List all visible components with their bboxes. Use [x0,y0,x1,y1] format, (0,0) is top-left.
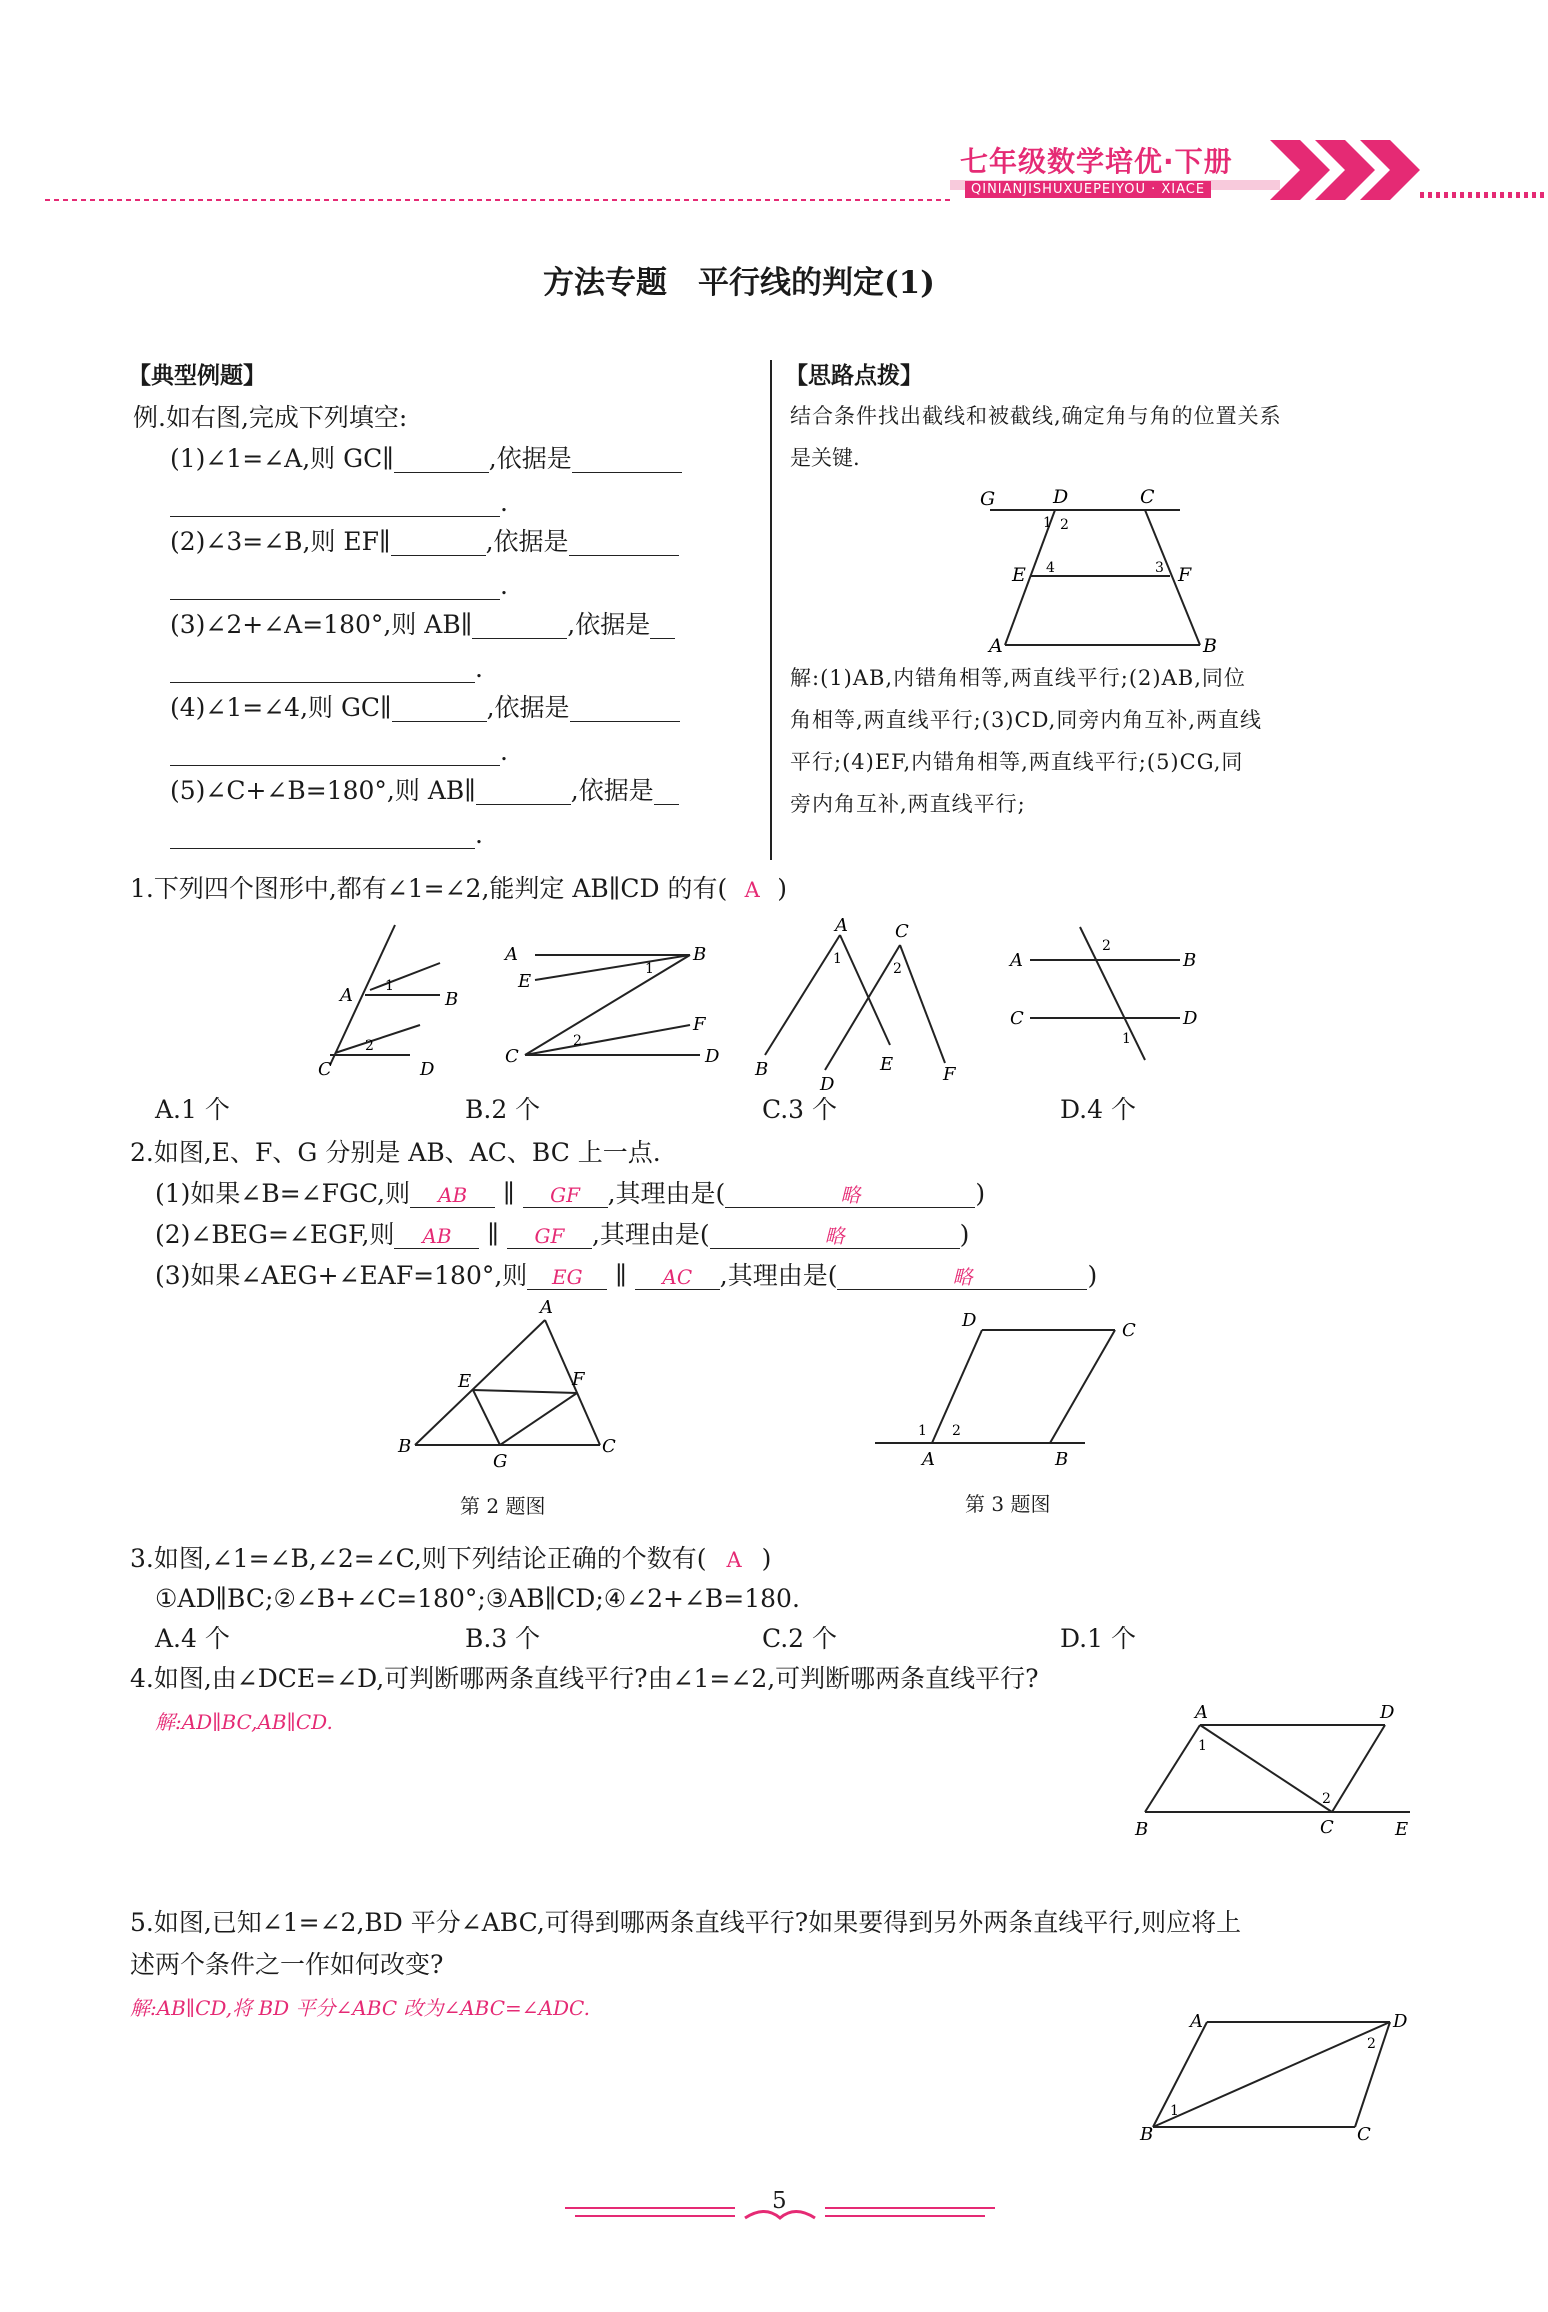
book-title: 七年级数学培优·下册 [960,145,1233,178]
trapezoid-figure [975,480,1235,660]
hint-label: 【思路点拨】 [785,362,923,389]
q2-row2-answer-b[interactable]: GF [507,1224,592,1249]
q2-triangle-figure [390,1295,640,1475]
q5-figure [1125,2000,1425,2150]
svg-text:D: D [705,1046,720,1067]
label-G: G [980,488,996,510]
q2-row2-answer-a[interactable]: AB [394,1224,479,1249]
answer-blank[interactable] [170,575,500,600]
svg-text:C: C [505,1046,519,1067]
svg-text:D: D [1393,2011,1408,2032]
example-item-4-cont: . [170,737,508,767]
q4-answer: 解:AD∥BC,AB∥CD. [155,1710,333,1734]
q1-option-d[interactable]: D.4 个 [1060,1095,1136,1124]
svg-text:B: B [755,1059,769,1080]
svg-text:2: 2 [573,1033,582,1049]
svg-text:C: C [1320,1817,1334,1838]
q2-row3-reason[interactable]: 略 [837,1265,1087,1290]
column-divider [770,360,772,860]
hint-solution-3: 平行;(4)EF,内错角相等,两直线平行;(5)CG,同 [790,750,1244,774]
answer-blank[interactable] [472,614,567,639]
example-item-2-cont: . [170,571,508,601]
page-number: 5 [772,2188,787,2214]
svg-text:A: A [1195,1702,1208,1723]
label-E: E [1012,564,1026,586]
svg-text:G: G [493,1451,508,1472]
book-subtitle: QINIANJISHUXUEPEIYOU · XIACE [965,181,1211,198]
answer-blank[interactable] [569,531,679,556]
q3-option-a[interactable]: A.4 个 [155,1624,230,1653]
answer-blank[interactable] [394,448,489,473]
svg-text:D: D [1183,1008,1198,1029]
svg-text:2: 2 [952,1423,961,1439]
svg-text:B: B [1140,2124,1154,2145]
q1-stem: 1.下列四个图形中,都有∠1=∠2,能判定 AB∥CD 的有( A ) [130,874,787,903]
answer-blank[interactable] [476,780,571,805]
q1-answer: A [744,878,760,902]
label-C: C [1140,486,1155,508]
q2-figure-caption: 第 2 题图 [460,1494,546,1518]
example-item-3-cont: . [170,654,483,684]
svg-text:2: 2 [1102,938,1111,954]
svg-text:C: C [602,1436,616,1457]
q3-answer: A [726,1548,742,1572]
q2-row3-answer-b[interactable]: AC [635,1265,720,1290]
svg-text:C: C [895,921,909,942]
q2-row1-answer-b[interactable]: GF [523,1183,608,1208]
example-item-1: (1)∠1=∠A,则 GC∥ ,依据是 [170,444,682,474]
svg-text:A: A [340,985,353,1006]
q3-option-c[interactable]: C.2 个 [762,1624,838,1653]
q5-answer: 解:AB∥CD,将 BD 平分∠ABC 改为∠ABC=∠ADC. [130,1996,590,2020]
q1-option-c[interactable]: C.3 个 [762,1095,838,1124]
answer-blank[interactable] [170,824,475,849]
answer-blank[interactable] [654,780,679,805]
svg-text:A: A [922,1449,935,1470]
svg-text:A: A [540,1297,553,1318]
svg-text:E: E [458,1371,472,1392]
q2-row3-answer-a[interactable]: EG [527,1265,607,1290]
svg-text:1: 1 [1122,1031,1131,1047]
svg-text:1: 1 [1170,2103,1179,2119]
svg-text:A: A [835,915,848,936]
q2-row-3: (3)如果∠AEG+∠EAF=180°,则 EG ∥ AC ,其理由是( 略 ) [155,1261,1098,1290]
q3-stem: 3.如图,∠1=∠B,∠2=∠C,则下列结论正确的个数有( A ) [130,1544,772,1573]
q1-figure-b [503,944,720,1067]
angle-1: 1 [1043,515,1052,531]
svg-text:C: C [1357,2124,1371,2145]
svg-text:F: F [943,1064,956,1085]
svg-text:B: B [693,944,707,965]
q2-row2-reason[interactable]: 略 [710,1224,960,1249]
q3-statements: ①AD∥BC;②∠B+∠C=180°;③AB∥CD;④∠2+∠B=180. [155,1584,800,1613]
q2-stem: 2.如图,E、F、G 分别是 AB、AC、BC 上一点. [130,1138,661,1167]
label-D: D [1053,486,1069,508]
example-item-2: (2)∠3=∠B,则 EF∥ ,依据是 [170,527,679,557]
q3-figure-caption: 第 3 题图 [965,1492,1051,1516]
answer-blank[interactable] [392,697,487,722]
answer-blank[interactable] [570,697,680,722]
svg-text:A: A [505,944,518,965]
answer-blank[interactable] [170,658,475,683]
hint-line-1: 结合条件找出截线和被截线,确定角与角的位置关系 [790,404,1282,428]
q5-stem-2: 述两个条件之一作如何改变? [130,1950,444,1979]
svg-text:2: 2 [1322,1791,1331,1807]
header-decoration [0,120,1548,210]
q4-figure [1120,1695,1420,1840]
svg-text:2: 2 [893,961,902,977]
q3-option-b[interactable]: B.3 个 [465,1624,541,1653]
svg-text:A: A [1010,950,1023,971]
svg-text:1: 1 [645,961,654,977]
svg-text:E: E [518,971,532,992]
label-F: F [1178,564,1192,586]
svg-text:E: E [880,1054,894,1075]
q2-row-2: (2)∠BEG=∠EGF,则 AB ∥ GF ,其理由是( 略 ) [155,1220,970,1249]
hint-solution-1: 解:(1)AB,内错角相等,两直线平行;(2)AB,同位 [790,666,1246,690]
svg-text:A: A [1190,2011,1203,2032]
svg-text:2: 2 [365,1038,374,1054]
q3-option-d[interactable]: D.1 个 [1060,1624,1136,1653]
svg-text:B: B [1055,1449,1069,1470]
svg-text:B: B [1183,950,1197,971]
hint-line-2: 是关键. [790,446,860,470]
q1-option-a[interactable]: A.1 个 [155,1095,230,1124]
q2-row1-reason[interactable]: 略 [725,1183,975,1208]
svg-text:1: 1 [833,951,842,967]
q4-stem: 4.如图,由∠DCE=∠D,可判断哪两条直线平行?由∠1=∠2,可判断哪两条直线平行? [130,1664,1039,1693]
example-item-1-cont: . [170,488,508,518]
example-label: 【典型例题】 [128,362,266,389]
page-title: 方法专题 平行线的判定(1) [543,265,935,301]
q1-figure-a [318,925,458,1080]
svg-text:C: C [1122,1320,1136,1341]
answer-blank[interactable] [170,492,500,517]
q5-stem-1: 5.如图,已知∠1=∠2,BD 平分∠ABC,可得到哪两条直线平行?如果要得到另外两条直线平行,则应将上 [130,1908,1242,1937]
answer-blank[interactable] [650,614,675,639]
svg-text:F: F [572,1369,585,1390]
svg-text:D: D [962,1310,977,1331]
q3-parallelogram-figure [870,1300,1170,1480]
svg-text:C: C [318,1059,332,1080]
label-A: A [989,635,1003,657]
q1-figure-c [754,915,957,1095]
example-item-5-cont: . [170,820,483,850]
svg-text:F: F [693,1014,706,1035]
svg-text:D: D [820,1074,835,1095]
svg-text:B: B [1135,1819,1149,1840]
svg-text:2: 2 [1367,2036,1376,2052]
angle-4: 4 [1046,560,1055,576]
example-item-3: (3)∠2+∠A=180°,则 AB∥ ,依据是 [170,610,675,640]
hint-solution-2: 角相等,两直线平行;(3)CD,同旁内角互补,两直线 [790,708,1263,732]
answer-blank[interactable] [170,741,500,766]
svg-text:B: B [398,1436,412,1457]
example-item-5: (5)∠C+∠B=180°,则 AB∥ ,依据是 [170,776,679,806]
label-B: B [1203,635,1217,657]
q1-figures [310,915,1310,1095]
answer-blank[interactable] [391,531,486,556]
svg-text:B: B [445,989,459,1010]
q2-row-1: (1)如果∠B=∠FGC,则 AB ∥ GF ,其理由是( 略 ) [155,1179,986,1208]
svg-text:D: D [1380,1702,1395,1723]
hint-solution-4: 旁内角互补,两直线平行; [790,792,1026,816]
q1-option-b[interactable]: B.2 个 [465,1095,541,1124]
example-item-4: (4)∠1=∠4,则 GC∥ ,依据是 [170,693,680,723]
example-intro: 例.如右图,完成下列填空: [133,403,408,432]
q2-row1-answer-a[interactable]: AB [410,1183,495,1208]
svg-text:D: D [420,1059,435,1080]
svg-text:1: 1 [918,1423,927,1439]
angle-2: 2 [1060,517,1069,533]
answer-blank[interactable] [572,448,682,473]
q1-figure-d [1008,927,1198,1060]
angle-3: 3 [1155,560,1164,576]
svg-text:C: C [1010,1008,1024,1029]
svg-text:E: E [1395,1819,1409,1840]
svg-text:1: 1 [385,978,394,994]
svg-text:1: 1 [1198,1738,1207,1754]
